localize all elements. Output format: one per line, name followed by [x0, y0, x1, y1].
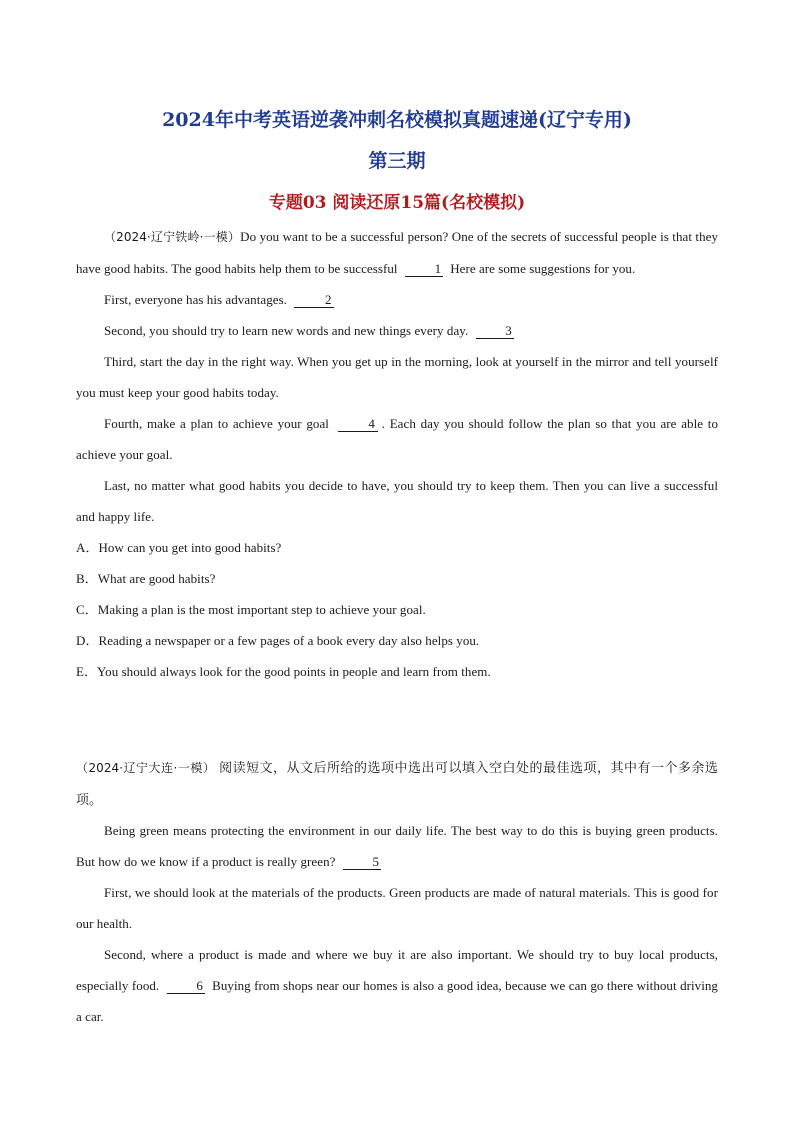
- blank-4[interactable]: 4: [338, 417, 378, 432]
- paragraph-local: [76, 939, 718, 1032]
- option-a[interactable]: A．How can you get into good habits?: [76, 540, 282, 555]
- passage-1-intro: [76, 221, 718, 284]
- paragraph-text: . Each day you should follow the plan so that you are able to achieve your goal.: [76, 416, 718, 462]
- paragraph-fourth: [76, 408, 718, 470]
- source-label: （2024·辽宁铁岭·一模）: [104, 230, 241, 244]
- blank-6[interactable]: 6: [167, 979, 205, 994]
- instruction-text: 阅读短文，从文后所给的选项中选出可以填入空白处的最佳选项，其中有一个多余选项。: [76, 760, 718, 807]
- paragraph-text: First, everyone has his advantages.: [104, 292, 287, 307]
- blank-5[interactable]: 5: [343, 855, 381, 870]
- paragraph-last: Last, no matter what good habits you decide to have, you should try to keep them. Then you can live a successful and happy life.: [76, 478, 718, 524]
- paragraph-text: Here are some suggestions for you.: [450, 261, 636, 276]
- paragraph-text: Fourth, make a plan to achieve your goal: [104, 416, 329, 431]
- issue-label: 第三期: [368, 150, 426, 172]
- paragraph-second: [76, 315, 718, 346]
- paragraph-text: Second, where a product is made and where we buy it are also important. We should try to buy local products, especially food.: [76, 947, 718, 993]
- passage-1: [76, 221, 718, 687]
- paragraph-text: Do you want to be a successful person? One of the secrets of successful people is that they have good habits. The good habits help them to be successful: [76, 229, 718, 276]
- paragraph-materials: First, we should look at the materials of the products. Green products are made of natural materials. This is good for our health.: [76, 885, 718, 931]
- paragraph-text: Buying from shops near our homes is also a good idea, because we can go there without driving a car.: [76, 978, 718, 1024]
- option-e[interactable]: E．You should always look for the good points in people and learn from them.: [76, 664, 491, 679]
- document-title: 2024年中考英语逆袭冲刺名校模拟真题速递(辽宁专用): [162, 109, 632, 131]
- option-b[interactable]: B．What are good habits?: [76, 571, 216, 586]
- passage-2: [76, 752, 718, 1032]
- option-c[interactable]: C．Making a plan is the most important step to achieve your goal.: [76, 602, 426, 617]
- blank-2[interactable]: 2: [294, 293, 334, 308]
- blank-3[interactable]: 3: [476, 324, 514, 339]
- topic-heading: 专题03 阅读还原15篇(名校模拟): [268, 193, 526, 213]
- paragraph-text: Being green means protecting the environment in our daily life. The best way to do this is buying green products. But how do we know if a product is really green?: [76, 823, 718, 869]
- passage-2-instruction: [76, 752, 718, 815]
- blank-1[interactable]: 1: [405, 262, 443, 277]
- paragraph-text: Second, you should try to learn new words and new things every day.: [104, 323, 469, 338]
- source-label: （2024·辽宁大连·一模）: [76, 761, 216, 775]
- option-d[interactable]: D．Reading a newspaper or a few pages of a book every day also helps you.: [76, 633, 480, 648]
- paragraph-third: Third, start the day in the right way. When you get up in the morning, look at yourself in the mirror and tell yourself you must keep your good habits today.: [76, 354, 718, 400]
- paragraph-first: [76, 284, 718, 315]
- paragraph-being-green: [76, 815, 718, 877]
